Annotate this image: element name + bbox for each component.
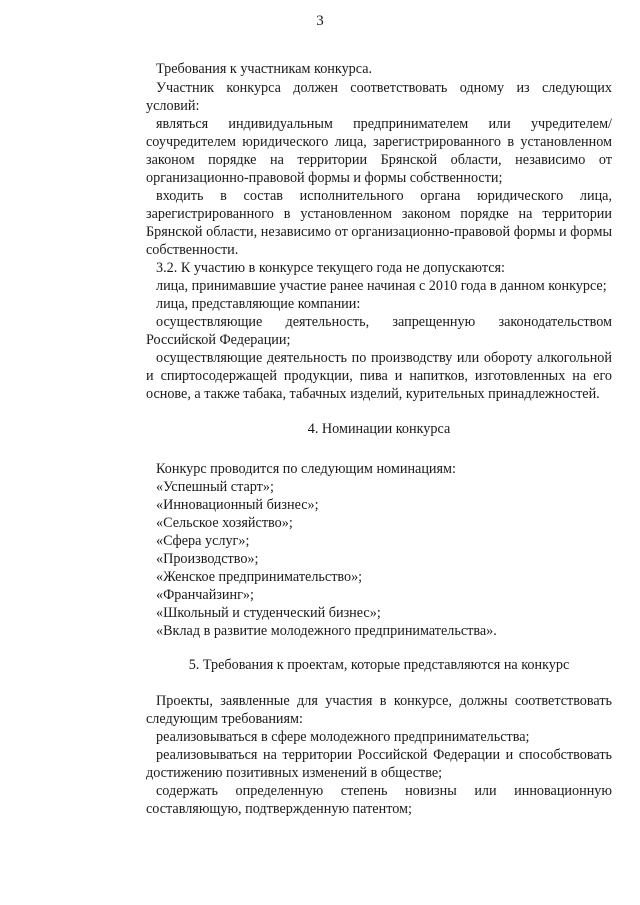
exclusion-company-representatives: лица, представляющие компании: <box>156 296 361 312</box>
page-number: 3 <box>316 13 324 29</box>
clause-3-2: 3.2. К участию в конкурсе текущего года не допускаются: <box>156 260 505 276</box>
exclusion-prior-participants: лица, принимавшие участие ранее начиная с 2010 года в данном конкурсе; <box>156 278 607 294</box>
nomination-item: «Школьный и студенческий бизнес»; <box>156 605 381 621</box>
exclusion-prohibited-activity: осуществляющие деятельность, запрещенную законодательством Российской Федерации; <box>146 314 612 348</box>
nomination-item: «Производство»; <box>156 551 259 567</box>
project-requirements-intro: Проекты, заявленные для участия в конкурсе, должны соответствовать следующим требованиям: <box>146 693 612 727</box>
participant-conditions-intro: Участник конкурса должен соответствовать одному из следующих условий: <box>146 80 612 114</box>
nomination-item: «Сфера услуг»; <box>156 533 250 549</box>
requirement-territory: реализовываться на территории Российской Федерации и способствовать достижению позитивных изменений в обществе; <box>146 747 612 781</box>
exclusion-alcohol-tobacco: осуществляющие деятельность по производству или обороту алкогольной и спиртосодержащей продукции, пива и напитков, изготовленных на его основе, а также табака, табачных изделий, курительных принадлежностей. <box>146 350 612 402</box>
nomination-item: «Инновационный бизнес»; <box>156 497 319 513</box>
requirement-youth-entrepreneurship: реализовываться в сфере молодежного предпринимательства; <box>156 729 530 745</box>
condition-entrepreneur: являться индивидуальным предпринимателем или учредителем/соучредителем юридического лица, зарегистрированного в установленном законом порядке на территории Брянской области, независимо от организационно-правовой формы и формы собственности; <box>146 116 612 186</box>
nomination-item: «Франчайзинг»; <box>156 587 254 603</box>
nominations-list <box>146 478 612 640</box>
section-5-heading: 5. Требования к проектам, которые представляются на конкурс <box>188 657 570 673</box>
requirement-novelty: содержать определенную степень новизны или инновационную составляющую, подтвержденную патентом; <box>146 783 612 817</box>
nomination-item: «Вклад в развитие молодежного предпринимательства». <box>156 623 497 639</box>
nomination-item: «Сельское хозяйство»; <box>156 515 293 531</box>
nominations-intro: Конкурс проводится по следующим номинациям: <box>156 461 456 477</box>
nomination-item: «Успешный старт»; <box>156 479 274 495</box>
requirements-title: Требования к участникам конкурса. <box>156 61 373 77</box>
nomination-item: «Женское предпринимательство»; <box>156 569 363 585</box>
condition-executive-body: входить в состав исполнительного органа юридического лица, зарегистрированного в установленном законом порядке на территории Брянской области, независимо от организационно-правовой формы и формы собственности. <box>146 188 612 258</box>
section-4-heading: 4. Номинации конкурса <box>307 421 451 437</box>
document-body <box>146 60 612 818</box>
